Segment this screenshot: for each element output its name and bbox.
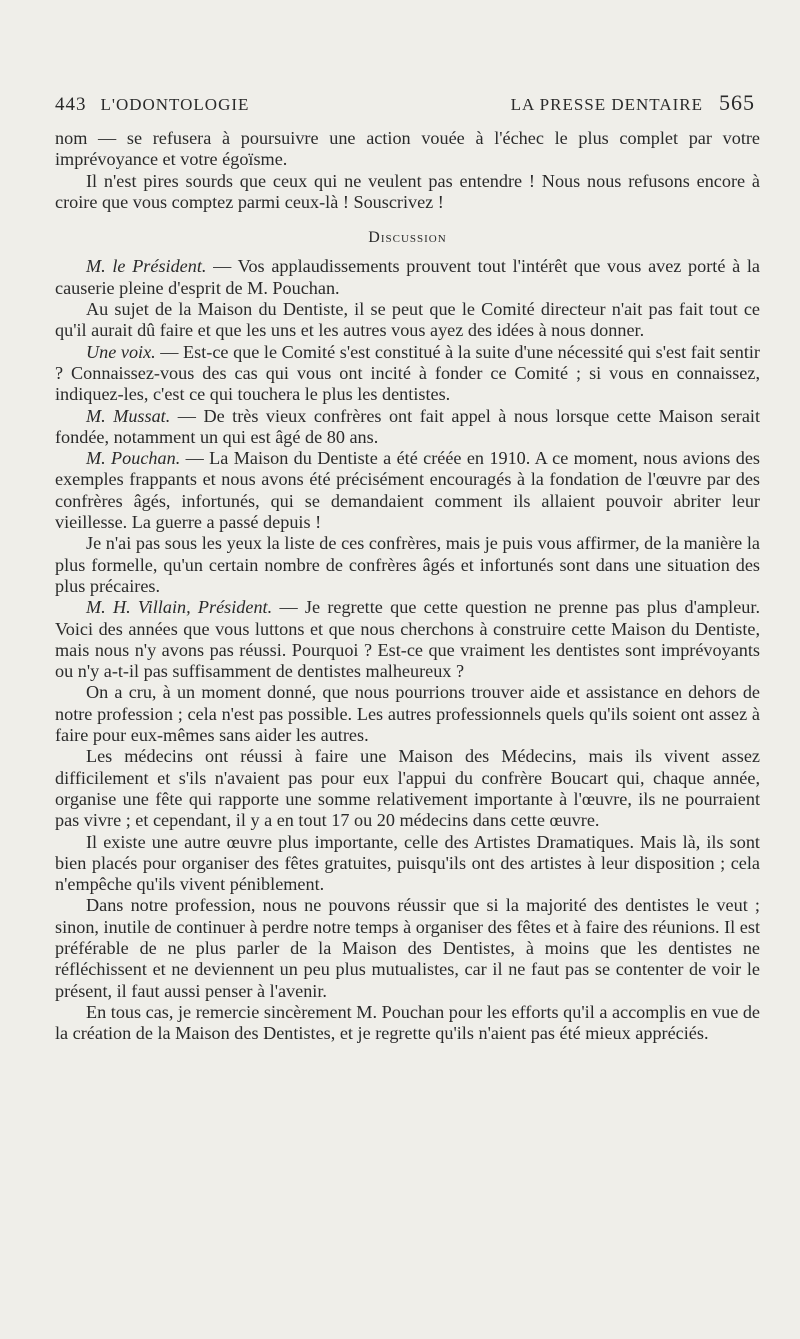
discussion-paragraph [55,895,760,1001]
page-number-left: 443 [55,94,87,115]
intro-paragraph: Il n'est pires sourds que ceux qui ne veulent pas entendre ! Nous nous refusons encore à croire que vous comptez parmi ceux-là ! Souscrivez ! [55,170,760,212]
speaker-name: M. H. Villain, Président. [86,597,273,618]
paragraph-text: Je n'ai pas sous les yeux la liste de ces confrères, mais je puis vous affirmer, de la manière la plus formelle, qu'un certain nombre de confrères âgés et infortunés sont dans une situation des plus précaires. [55,533,760,596]
speaker-name: M. Mussat. [86,405,171,426]
paragraph-text: — De très vieux confrères ont fait appel à nous lorsque cette Maison serait fondée, notamment un qui est âgé de 80 ans. [55,405,760,447]
paragraph-text: Au sujet de la Maison du Dentiste, il se peut que le Comité directeur n'ait pas fait tout ce qu'il aurait dû faire et que les uns et les autres vous ayez des idées à nous donner. [55,299,760,341]
discussion-paragraph [55,597,760,682]
paragraph-text: Dans notre profession, nous ne pouvons réussir que si la majorité des dentistes le veut ; sinon, inutile de continuer à perdre notre temps à organiser des fêtes et à faire des réunions. Il est préférable de ne plus parler de la Maison des Dentistes, à moins que les dentistes ne réfléchissent et ne deviennent un peu plus mutualistes, car il ne faut pas se contenter de voir le présent, il faut aussi penser à l'avenir. [55,895,760,1001]
paragraph-text: — Vos applaudissements prouvent tout l'intérêt que vous avez porté à la causerie pleine d'esprit de M. Pouchan. [55,256,760,298]
speaker-name: Une voix. [86,341,156,362]
section-heading: Discussion [368,229,447,247]
discussion-paragraph [55,533,760,597]
discussion-paragraph [55,832,760,896]
paragraph-text: Les médecins ont réussi à faire une Maison des Médecins, mais ils vivent assez difficilement et s'ils n'avaient pas pour eux l'appui du confrère Boucart qui, chaque année, organise une fête qui rapporte une somme relativement importante à l'œuvre, ils ne pourraient pas vivre ; et cependant, il y a en tout 17 ou 20 médecins dans cette œuvre. [55,746,760,831]
journal-title-right: LA PRESSE DENTAIRE [510,95,703,114]
journal-title-left: L'ODONTOLOGIE [100,95,250,114]
discussion-paragraph [55,406,760,449]
paragraph-text: Il existe une autre œuvre plus importante, celle des Artistes Dramatiques. Mais là, ils sont bien placés pour organiser des fêtes gratuites, puisqu'ils ont des artistes à leur disposition ; cela n'empêche qu'ils vivent péniblement. [55,831,760,895]
header-left [55,94,249,116]
paragraph-text: — Je regrette que cette question ne prenne pas plus d'ampleur. Voici des années que vous luttons et que nous cherchons à construire cette Maison du Dentiste, mais nous n'y avons pas réussi. Pourquoi ? Est-ce que vraiment les dentistes sont imprévoyants ou n'y a-t-il pas suffisamment de dentistes malheureux ? [55,597,760,682]
discussion-paragraph [55,342,760,406]
body-text [55,128,760,1044]
header-right [511,90,755,116]
paragraph-text: — La Maison du Dentiste a été créée en 1910. A ce moment, nous avions des exemples frappants et nous avons été précisément encouragés à la fondation de l'œuvre par des confrères âgés, infortunés, qui se demandaient comment ils allaient pouvoir abriter leur vieillesse. La guerre a passé depuis ! [55,448,760,533]
intro-paragraph: nom — se refusera à poursuivre une action vouée à l'échec le plus complet par votre imprévoyance et votre égoïsme. [55,128,760,170]
discussion-paragraph [55,1002,760,1045]
paragraph-text: On a cru, à un moment donné, que nous pourrions trouver aide et assistance en dehors de notre profession ; cela n'est pas possible. Les autres professionnels quels qu'ils soient ont assez à faire pour eux-mêmes sans aider les autres. [55,682,760,746]
discussion-paragraph [55,746,760,831]
discussion-paragraph [55,682,760,746]
paragraph-text: — Est-ce que le Comité s'est constitué à la suite d'une nécessité qui s'est fait sentir ? Connaissez-vous des cas qui vous ont incité à fonder ce Comité ; si vous en connaissez, indiquez-les, c'est ce qui touchera le plus les dentistes. [55,341,760,405]
discussion-paragraph [55,256,760,299]
paragraph-text: En tous cas, je remercie sincèrement M. Pouchan pour les efforts qu'il a accomplis en vue de la création de la Maison des Dentistes, et je regrette qu'ils n'aient pas été mieux appréciés. [55,1001,760,1044]
speaker-name: M. le Président. [86,256,207,277]
discussion-paragraph [55,299,760,342]
page-number-right: 565 [719,90,755,115]
discussion-paragraph [55,448,760,533]
speaker-name: M. Pouchan. [86,448,181,469]
running-header [55,90,755,128]
discussion-paragraphs [55,256,760,1044]
